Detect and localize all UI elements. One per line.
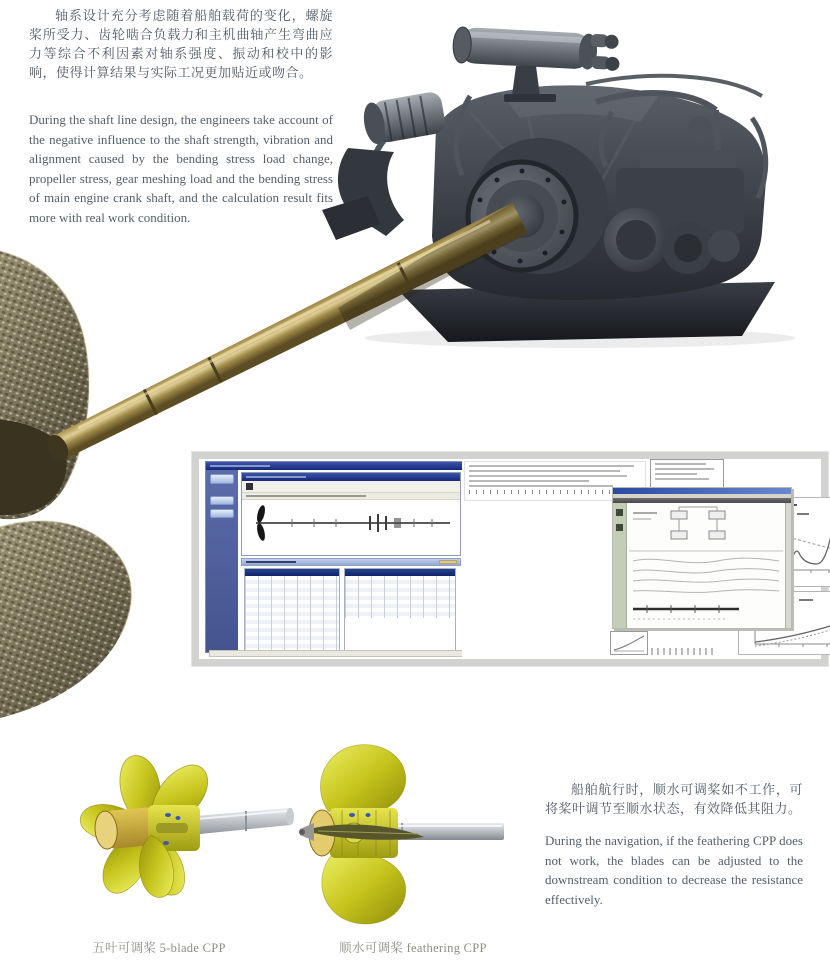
sidebar-button xyxy=(210,509,234,518)
tool-icon xyxy=(616,524,623,531)
tool-icon xyxy=(616,509,623,516)
sidebar-button xyxy=(210,496,234,505)
software-screenshot xyxy=(192,452,828,666)
mini-scroll-strip xyxy=(651,648,715,655)
viewer-toolbar xyxy=(242,481,460,493)
viewer-titlebar xyxy=(242,473,460,481)
feathering-cpp-figure xyxy=(299,745,504,924)
app-window-titlebar xyxy=(206,462,462,470)
intro-paragraph-en: During the shaft line design, the engineers take account of the negative influence to the shaft strength, vibration and alignment caused by the bending stress load change, propeller stress, gear meshing load and the bending stress of main engine crank shaft, and the calculation result fits more with real work condition. xyxy=(29,112,333,225)
data-table xyxy=(244,568,340,654)
table-rows xyxy=(345,576,455,618)
caption-feathering-cpp: 顺水可调桨 feathering CPP xyxy=(339,941,487,955)
cpp-figures xyxy=(0,735,530,940)
data-table xyxy=(344,568,456,654)
tool-window-rail xyxy=(613,503,627,628)
table-header xyxy=(345,569,455,576)
intro-paragraph-zh: 轴系设计充分考虑随着船舶载荷的变化，螺旋桨所受力、齿轮啮合负载力和主机曲轴产生弯曲应力等综合不利因素对轴系强度、振动和校中的影响，使得计算结果与实际工况更加贴近或吻合。 xyxy=(29,8,333,80)
shaft-model-viewer xyxy=(241,472,461,556)
five-blade-cpp-figure xyxy=(77,752,294,901)
app-window xyxy=(205,461,463,653)
feathering-paragraph-zh: 船舶航行时，顺水可调桨如不工作，可将桨叶调节至顺水状态，有效降低其阻力。 xyxy=(545,782,803,816)
table-header xyxy=(245,569,339,576)
propeller-illustration xyxy=(0,246,131,724)
shaft-line-drawing xyxy=(242,494,460,555)
tool-window-scrollbar xyxy=(785,503,791,628)
app-window-sidebar xyxy=(206,470,238,652)
sidebar-button xyxy=(210,474,234,484)
mini-chart-box xyxy=(610,631,648,655)
section-bar-button xyxy=(439,560,457,564)
caption-five-blade-cpp: 五叶可调桨 5-blade CPP xyxy=(92,941,226,955)
tool-window xyxy=(612,487,792,629)
heat-exchanger xyxy=(452,27,621,72)
table-rows xyxy=(245,576,339,653)
results-section-bar xyxy=(241,558,461,566)
feathering-paragraph-en: During the navigation, if the feathering CPP does not work, the blades can be adjusted to the downstream condition to decrease the resistance effectively. xyxy=(545,833,803,907)
window-scroll-strip xyxy=(209,650,477,657)
tool-window-canvas xyxy=(627,503,785,628)
